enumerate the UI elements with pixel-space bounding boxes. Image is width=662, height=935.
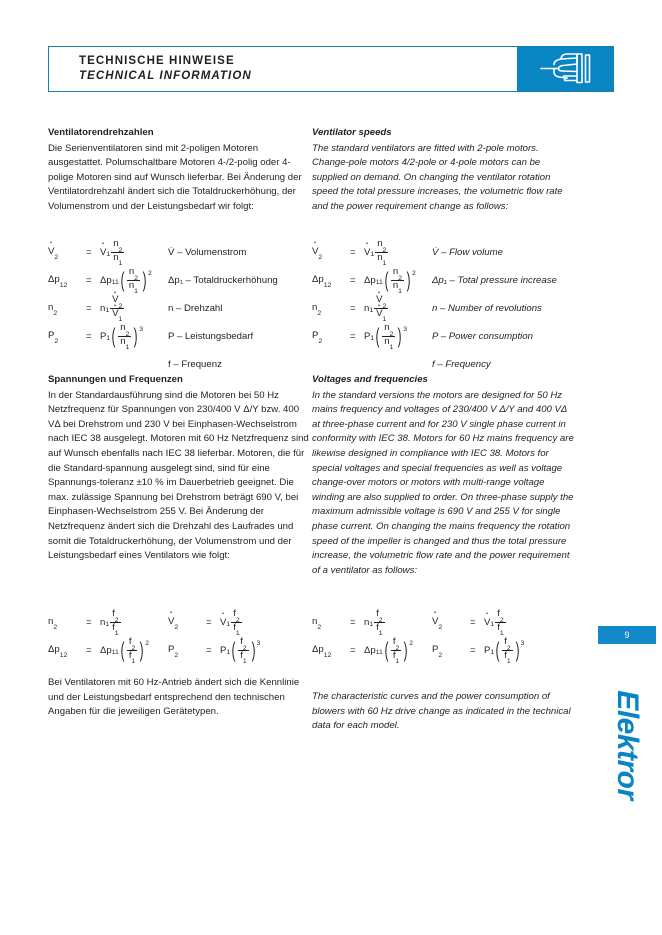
section-voltages-de (48, 373, 310, 564)
exponent: 3 (520, 639, 525, 647)
formula-speed-de: $n_2$ = n 1 • $V_2$ • $V_1$ (48, 294, 152, 322)
equals-sign: = (86, 302, 92, 314)
formula-block-freq-en-right (432, 608, 524, 664)
legend-item: n – Drehzahl (168, 302, 223, 314)
section-voltages-en (312, 373, 574, 578)
equals-sign: = (86, 616, 92, 628)
paren-close: ) (397, 324, 402, 348)
legend-item: Δp₁ – Totaldruckerhöhung (168, 274, 278, 286)
paren-close: ) (403, 638, 408, 662)
formula-power-en: $P_2$ = P 1 ( $\frac{n_2}{n_1}$ ) 3 (312, 322, 407, 351)
pointing-hand-icon (537, 52, 593, 86)
formula-speed-freq-en: $n_2$ = n 1 $\frac{f_2}{f_1}$ (312, 608, 383, 637)
closing-en-text: The characteristic curves and the power consumption of blowers with 60 Hz drive change as indicated in the technical data for each model. (312, 691, 571, 732)
fraction-f2-f1: $\frac{f_2}{f_1}$ (497, 608, 504, 637)
section-voltages-de-body: In der Standardausführung sind die Motoren bei 50 Hz Netzfrequenz für Spannungen von 230/400 V Δ/Y bzw. 400 VΔ bei Drehstrom und 230 V bei Einphasen-Wechselstrom nach IEC 38 ausgelegt. Motoren mit 60 Hz Netzfrequenz sind auf Wunsch ebenfalls nach IEC 38 lieferbar. Motoren, die für die Standard-spannung ausgelegt sind, sind für eine Spannungs-toleranz ±10 % im Dauerbetrieb geeignet. Die max. zulässige Spannung bei Drehstrom beträgt 690 V, bei Einphasen-Wechselstrom 255 V. Bei Änderung der Netzfrequenz ändert sich die Drehzahl des Laufrades und somit die Totaldruckerhöhung, der Volumenstrom und der Leistungsbedarf eines Ventilators wie folgt: (48, 389, 309, 562)
equals-sign: = (206, 616, 212, 628)
formula-flow-freq-en: • $V_2$ = • V 1 $\frac{f_2}{f_1}$ (432, 608, 524, 636)
v-dot-symbol: • V (48, 246, 54, 257)
formula-flow-volume-de: • $V_2$ = • V 1 $\frac{n_2}{n_1}$ (48, 238, 152, 266)
equals-sign: = (470, 616, 476, 628)
fraction-f2-f1: $\frac{f_2}{f_1}$ (233, 608, 240, 637)
formula-flow-freq-de: • $V_2$ = • V 1 $\frac{f_2}{f_1}$ (168, 608, 260, 636)
fraction-n2-n1: $\frac{n_2}{n_1}$ (120, 322, 130, 351)
exponent: 2 (147, 269, 152, 277)
legend-item: P – Leistungsbedarf (168, 330, 254, 342)
exponent: 2 (409, 639, 413, 647)
exponent: 3 (256, 639, 261, 647)
paren-open: ( (384, 268, 389, 292)
formula-pressure-freq-de: $\Delta p_{12}$ = Δp 11 ( $\frac{f_2}{f_1}$ ) 2 (48, 636, 149, 665)
fraction-f2-f1: $\frac{f_2}{f_1}$ (112, 608, 119, 637)
section-speeds-de-title: Ventilatorendrehzahlen (48, 127, 154, 138)
legend-speeds-de (168, 238, 278, 378)
exponent: 3 (403, 325, 407, 333)
legend-item: P – Power consumption (432, 330, 533, 342)
legend-item: f – Frequenz (168, 358, 222, 370)
legend-item: f – Frequency (432, 358, 491, 370)
paren-close: ) (142, 268, 147, 292)
fraction-v2-v1: • $V_2$ • $V_1$ (110, 295, 124, 320)
section-speeds-en-title: Ventilator speeds (312, 127, 392, 138)
equals-sign: = (86, 644, 92, 656)
formula-pressure-en: $\Delta p_{12}$ = Δp 11 ( $\frac{n_2}{n_1}$ ) 2 (312, 266, 416, 295)
paren-open: ( (495, 638, 500, 662)
header-title-de: TECHNISCHE HINWEISE (79, 55, 235, 67)
fraction-n2-n1: $\frac{n_2}{n_1}$ (384, 322, 394, 351)
paren-close: ) (406, 268, 411, 292)
paren-open: ( (375, 324, 380, 348)
paren-close: ) (515, 638, 520, 662)
paren-open: ( (231, 638, 236, 662)
legend-item: V̇ – Volumenstrom (168, 246, 247, 258)
fraction-f2-f1: $\frac{f_2}{f_1}$ (504, 636, 511, 665)
equals-sign: = (350, 644, 356, 656)
fraction-n2-n1: $\frac{n_2}{n_1}$ (113, 238, 123, 267)
closing-de-text: Bei Ventilatoren mit 60 Hz-Antrieb ändert sich die Kennlinie und der Leistungsbedarf entsprechend den technischen Angaben für die jeweiligen Gerätetypen. (48, 677, 300, 718)
formula-power-freq-de: $P_2$ = P 1 ( $\frac{f_2}{f_1}$ ) 3 (168, 636, 261, 665)
header-title-group (49, 47, 517, 91)
formula-block-freq-de-left (48, 608, 149, 664)
equals-sign: = (350, 274, 356, 286)
paren-close: ) (251, 638, 256, 662)
section-speeds-en (312, 126, 574, 215)
header-icon-badge (517, 47, 613, 91)
brand-logo-text: Elektror (611, 690, 644, 800)
equals-sign: = (206, 644, 212, 656)
paren-open: ( (120, 638, 125, 662)
equals-sign: = (350, 302, 356, 314)
section-speeds-de-body: Die Serienventilatoren sind mit 2-poligen Motoren ausgestattet. Polumschaltbare Motoren 4-/2-polig oder 4-polige Motoren sind auf Wunsch lieferbar. Bei Änderung der Ventilatordrehzahl ändert sich die Totaldruckerhöhung, der Volumenstrom und der Leistungsbedarf wir folgt: (48, 142, 302, 212)
paren-close: ) (139, 638, 144, 662)
formula-block-freq-de-right (168, 608, 260, 664)
formula-pressure-de: $\Delta p_{12}$ = Δp 11 ( $\frac{n_2}{n_1}$ ) 2 (48, 266, 152, 295)
formula-block-speeds-de (48, 238, 152, 350)
closing-en (312, 690, 574, 734)
formula-power-de: $P_2$ = P 1 ( $\frac{n_2}{n_1}$ ) 3 (48, 322, 143, 351)
legend-item: V̇ – Flow volume (432, 246, 503, 258)
formula-pressure-freq-en: $\Delta p_{12}$ = Δp 11 ( $\frac{f_2}{f_1}$ ) 2 (312, 636, 413, 665)
section-voltages-de-title: Spannungen und Frequenzen (48, 374, 183, 385)
exponent: 2 (411, 269, 416, 277)
paren-open: ( (384, 638, 389, 662)
exponent: 3 (139, 325, 143, 333)
section-speeds-de (48, 126, 310, 215)
fraction-n2-n1: $\frac{n_2}{n_1}$ (128, 266, 138, 295)
equals-sign: = (350, 246, 356, 258)
paren-open: ( (111, 324, 116, 348)
fraction-f2-f1: $\frac{f_2}{f_1}$ (392, 636, 400, 665)
equals-sign: = (86, 246, 92, 258)
legend-speeds-en (432, 238, 557, 378)
page-number-badge: 9 (598, 626, 656, 644)
fraction-f2-f1: $\frac{f_2}{f_1}$ (240, 636, 247, 665)
brand-logo (598, 660, 656, 830)
equals-sign: = (350, 616, 356, 628)
fraction-f2-f1: $\frac{f_2}{f_1}$ (376, 608, 383, 637)
equals-sign: = (350, 330, 356, 342)
exponent: 2 (145, 639, 149, 647)
formula-flow-volume-en: • $V_2$ = • V 1 $\frac{n_2}{n_1}$ (312, 238, 416, 266)
formula-power-freq-en: $P_2$ = P 1 ( $\frac{f_2}{f_1}$ ) 3 (432, 636, 525, 665)
legend-item: Δp₁ – Total pressure increase (432, 274, 557, 286)
section-voltages-en-title: Voltages and frequencies (312, 374, 428, 385)
fraction-f2-f1: $\frac{f_2}{f_1}$ (128, 636, 136, 665)
fraction-v2-v1: • $V_2$ • $V_1$ (374, 295, 388, 320)
paren-open: ( (120, 268, 125, 292)
fraction-n2-n1: $\frac{n_2}{n_1}$ (392, 266, 402, 295)
formula-block-freq-en-left (312, 608, 413, 664)
section-speeds-en-body: The standard ventilators are fitted with 2-pole motors. Change-pole motors 4/2-pole or 4-pole motors can be supplied on demand. On changing the ventilator rotation speed the total pressure increases, the volumetric flow rate and the power requirement change as follows: (312, 142, 563, 212)
equals-sign: = (86, 330, 92, 342)
paren-close: ) (133, 324, 138, 348)
legend-item: n – Number of revolutions (432, 302, 542, 314)
equals-sign: = (470, 644, 476, 656)
formula-speed-freq-de: $n_2$ = n 1 $\frac{f_2}{f_1}$ (48, 608, 119, 637)
formula-block-speeds-en (312, 238, 416, 350)
section-voltages-en-body: In the standard versions the motors are designed for 50 Hz mains frequency and voltages of 230/400 V Δ/Y and 400 VΔ at three-phase current and for 230 V single phase current in conformity with IEC 38. Motors for 60 Hz mains frequency are likewise designed in compliance with IEC 38. Motors for special voltages and special frequencies as well as voltage change-over motors or motors with multi-range voltage winding are also supplied to order. On three-phase supply the maximum admissible voltage is 690 V and 255 V for single phase current. On changing the mains frequency the rotation speed of the impeller is changed and thus the total pressure increase, the volumetric flow rate and the power requirement of a ventilator as follows: (312, 389, 574, 576)
closing-de (48, 676, 310, 720)
fraction-n2-n1: $\frac{n_2}{n_1}$ (377, 238, 387, 267)
header-title-en: TECHNICAL INFORMATION (79, 70, 252, 82)
page-header (48, 46, 614, 92)
formula-speed-en: $n_2$ = n 1 • $V_2$ • $V_1$ (312, 294, 416, 322)
equals-sign: = (86, 274, 92, 286)
